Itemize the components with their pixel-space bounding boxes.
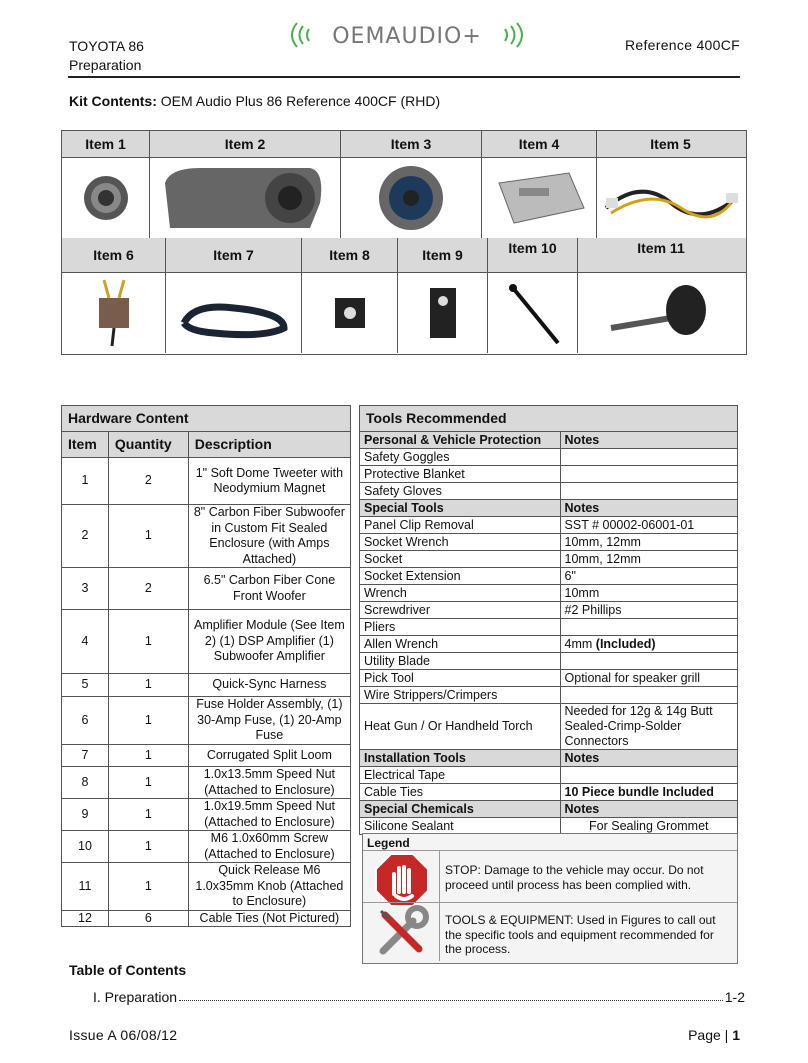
- split-loom-image: [166, 273, 302, 353]
- fuse-holder-image: [62, 273, 166, 353]
- table-row: 2 1 8" Carbon Fiber Subwoofer in Custom Fit Sealed Enclosure (with Amps Attached): [62, 505, 351, 568]
- table-row: Wire Strippers/Crimpers: [360, 687, 738, 704]
- toc-title: Table of Contents: [69, 962, 187, 978]
- table-row: 5 1 Quick-Sync Harness: [62, 674, 351, 697]
- legend-tools-row: [363, 902, 737, 963]
- table-row: Socket Extension 6": [360, 568, 738, 585]
- footer-page: [688, 1027, 740, 1043]
- footer-issue: Issue A 06/08/12: [69, 1027, 178, 1043]
- table-row: Panel Clip Removal SST # 00002-06001-01: [360, 517, 738, 534]
- table-row: Socket Wrench 10mm, 12mm: [360, 534, 738, 551]
- harness-image: [597, 158, 744, 238]
- table-row: 10 1 M6 1.0x60mm Screw (Attached to Enclosure): [62, 831, 351, 863]
- kit-item-5-label: Item 5: [650, 136, 691, 152]
- kit-item-9-label: Item 9: [398, 238, 488, 272]
- hardware-col-qty: Quantity: [108, 432, 188, 458]
- kit-item-8-label: Item 8: [302, 238, 398, 272]
- table-row: Wrench 10mm: [360, 585, 738, 602]
- kit-item-2-label: Item 2: [150, 131, 341, 157]
- kit-item-11-label: Item 11: [637, 240, 685, 256]
- table-row: 7 1 Corrugated Split Loom: [62, 745, 351, 767]
- table-row: Electrical Tape: [360, 767, 738, 784]
- table-row: 4 1 Amplifier Module (See Item 2) (1) DSP Amplifier (1) Subwoofer Amplifier: [62, 610, 351, 674]
- table-row: 9 1 1.0x19.5mm Speed Nut (Attached to Enclosure): [62, 799, 351, 831]
- table-row: 6 1 Fuse Holder Assembly, (1) 30-Amp Fuse, (1) 20-Amp Fuse: [62, 697, 351, 745]
- amplifier-module-image: [482, 158, 597, 238]
- m6-screw-image: [488, 273, 578, 353]
- kit-contents-value: OEM Audio Plus 86 Reference 400CF (RHD): [156, 93, 441, 109]
- stop-hand-icon: [365, 851, 440, 909]
- tools-title: Tools Recommended: [360, 406, 738, 432]
- wrench-screwdriver-icon: [365, 903, 440, 961]
- table-row: Protective Blanket: [360, 466, 738, 483]
- table-row: Screwdriver #2 Phillips: [360, 602, 738, 619]
- knob-image: [578, 273, 744, 353]
- table-row: Utility Blade: [360, 653, 738, 670]
- toc-entry-label: I. Preparation: [93, 989, 178, 1005]
- table-row: Safety Gloves: [360, 483, 738, 500]
- header-divider: [68, 76, 740, 78]
- hardware-table: [61, 405, 351, 927]
- hardware-col-item: Item: [62, 432, 109, 458]
- toc-entry-preparation[interactable]: [93, 989, 745, 1005]
- included-bold: (Included): [595, 636, 656, 651]
- kit-item-4-label: Item 4: [482, 131, 597, 157]
- woofer-image: [341, 158, 482, 238]
- svg-text:OEMAUDIO+: OEMAUDIO+: [332, 24, 482, 49]
- header-model: TOYOTA 86: [69, 38, 144, 54]
- table-row: 11 1 Quick Release M6 1.0x35mm Knob (Attached to Enclosure): [62, 863, 351, 911]
- table-row: Cable Ties 10 Piece bundle Included: [360, 784, 738, 801]
- subwoofer-enclosure-image: [150, 158, 341, 238]
- table-row: Socket 10mm, 12mm: [360, 551, 738, 568]
- legend-tools-text: TOOLS & EQUIPMENT: Used in Figures to call out the specific tools and equipment recommended for the process.: [445, 913, 716, 956]
- table-row: Safety Goggles: [360, 449, 738, 466]
- hardware-col-desc: Description: [188, 432, 350, 458]
- kit-item-1-label: Item 1: [62, 131, 150, 157]
- speed-nut-19-image: [398, 273, 488, 353]
- table-row: 3 2 6.5" Carbon Fiber Cone Front Woofer: [62, 568, 351, 610]
- table-row: Pliers: [360, 619, 738, 636]
- legend-box: [362, 833, 738, 964]
- tools-section-installation: Installation Tools: [360, 750, 561, 767]
- toc-leader-dots: [179, 989, 723, 1001]
- footer-page-label: Page |: [688, 1027, 733, 1043]
- tweeter-image: [62, 158, 150, 238]
- speed-nut-13-image: [302, 273, 398, 353]
- table-row: Pick Tool Optional for speaker grill: [360, 670, 738, 687]
- tools-section-protection: Personal & Vehicle Protection: [360, 432, 561, 449]
- table-row: 1 2 1" Soft Dome Tweeter with Neodymium Magnet: [62, 458, 351, 505]
- kit-item-3-label: Item 3: [341, 131, 482, 157]
- table-row: Silicone Sealant For Sealing Grommet: [360, 818, 738, 835]
- hardware-title: Hardware Content: [62, 406, 351, 432]
- kit-contents: [69, 93, 440, 109]
- table-row: 12 6 Cable Ties (Not Pictured): [62, 910, 351, 927]
- toc-entry-page: 1-2: [724, 989, 745, 1005]
- kit-grid-row2: [61, 238, 747, 355]
- table-row: Heat Gun / Or Handheld Torch Needed for 12g & 14g Butt Sealed-Crimp-Solder Connectors: [360, 704, 738, 750]
- tools-section-special: Special Tools: [360, 500, 561, 517]
- kit-item-6-label: Item 6: [62, 238, 166, 272]
- footer-page-number: 1: [732, 1027, 740, 1043]
- header-section: Preparation: [69, 57, 142, 73]
- tools-table: Tools Recommended Personal & Vehicle Protection Notes Safety Goggles Protective Blanket Safety Gloves Special Tools Notes Panel Clip Removal SST # 00002-06001-01 Socket Wrench 10mm, 12mm Socket 10mm, 12mm Socket Extension 6" Wrench 10mm Screwdriver #2 Phillips Pliers Allen Wrench 4mm (Included) Utility Blade Pick Tool Optional for speaker grill Wire Strippers/Crimpers Heat Gun / Or Handheld Torch Needed for 12g & 14g Butt Sealed-Crimp-Solder Connectors Installation Tools Notes Electrical Tape Cable Ties 10 Piece bundle Included Special Chemicals Notes Silicone Sealant For Sealing Grommet: [359, 405, 738, 835]
- legend-stop-text: STOP: Damage to the vehicle may occur. Do not proceed until process has been complied with.: [445, 863, 704, 892]
- kit-item-10-label: Item 10: [488, 238, 578, 272]
- tools-section-chemicals: Special Chemicals: [360, 801, 561, 818]
- kit-item-7-label: Item 7: [166, 238, 302, 272]
- table-row: 8 1 1.0x13.5mm Speed Nut (Attached to Enclosure): [62, 767, 351, 799]
- header-reference: Reference 400CF: [624, 37, 740, 53]
- oem-audio-logo: [287, 18, 527, 52]
- kit-contents-label: Kit Contents:: [69, 93, 157, 109]
- table-row: Allen Wrench 4mm (Included): [360, 636, 738, 653]
- kit-grid-row1: [61, 130, 747, 239]
- header-left: [69, 37, 144, 75]
- legend-title: Legend: [367, 836, 410, 850]
